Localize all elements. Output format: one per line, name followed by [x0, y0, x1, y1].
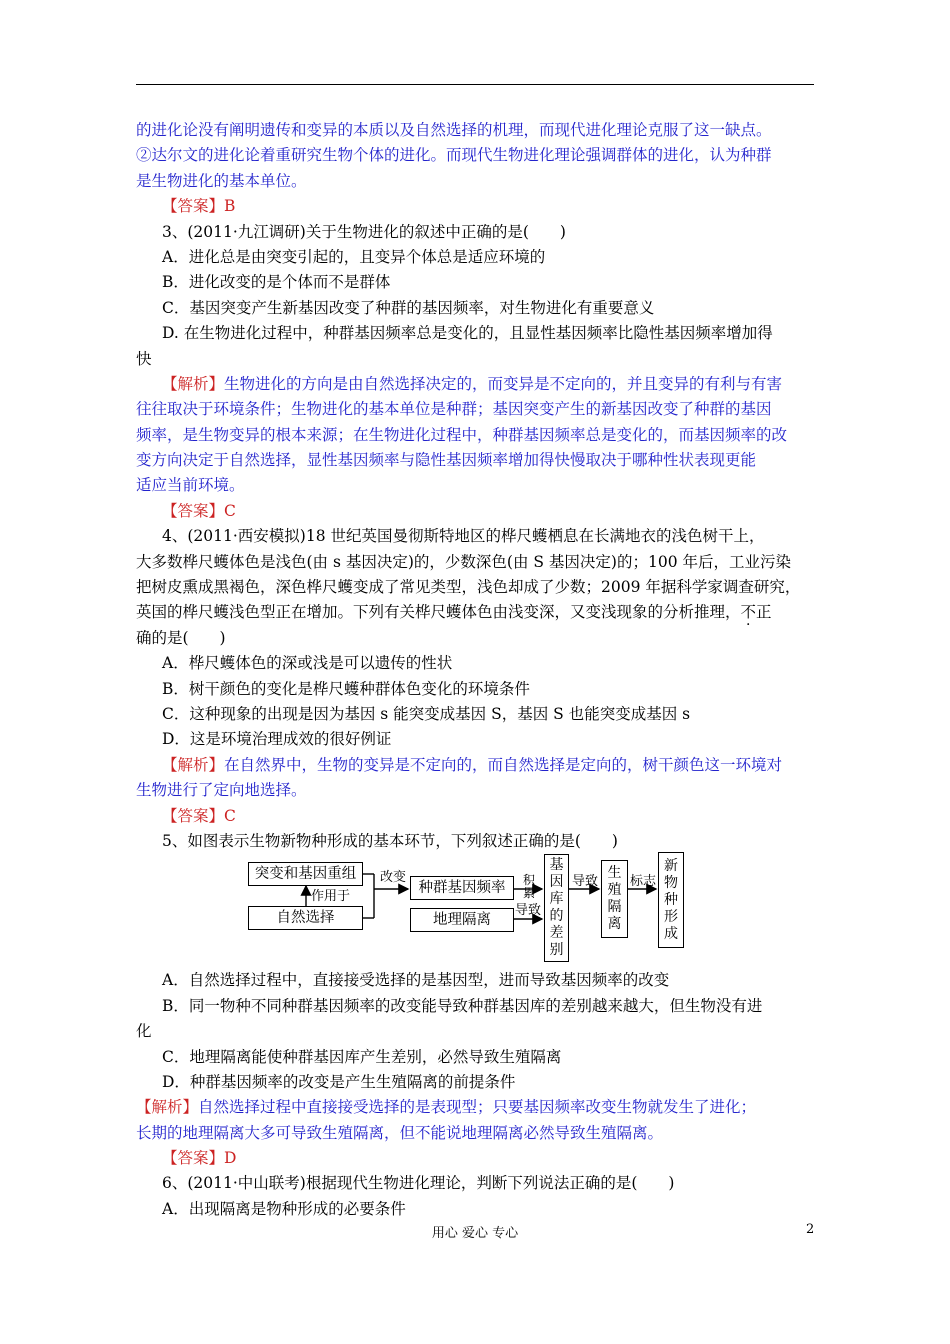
q4-option-a: A．桦尺蠖体色的深或浅是可以遗传的性状	[162, 654, 453, 673]
q3-analysis-line: 频率，是生物变异的根本来源；在生物进化过程中，种群基因频率总是变化的，而基因频率的改	[136, 425, 788, 444]
q6-stem: 6、(2011·中山联考)根据现代生物进化理论，判断下列说法正确的是( )	[162, 1174, 675, 1193]
q3-option-c: C．基因突变产生新基因改变了种群的基因频率，对生物进化有重要意义	[162, 298, 655, 317]
q5-option-b-cont: 化	[136, 1022, 152, 1041]
q3-option-b: B．进化改变的是个体而不是群体	[162, 273, 391, 292]
speciation-diagram	[136, 856, 816, 964]
q4-option-b: B．树干颜色的变化是桦尺蠖种群体色变化的环境条件	[162, 679, 530, 698]
box-mutation-recombination: 突变和基因重组	[248, 862, 363, 886]
document-body	[136, 118, 816, 1222]
q3-option-d: D. 在生物进化过程中，种群基因频率总是变化的，且显性基因频率比隐性基因频率增加得	[162, 324, 773, 343]
q5-option-c: C．地理隔离能使种群基因库产生差别，必然导致生殖隔离	[162, 1047, 562, 1066]
q4-answer: 【答案】C	[162, 806, 236, 825]
label-change: 改变	[380, 870, 407, 886]
q4-analysis-line: 生物进行了定向地选择。	[136, 781, 307, 800]
q5-option-a: A．自然选择过程中，直接接受选择的是基因型，进而导致基因频率的改变	[162, 971, 670, 990]
q5-answer: 【答案】D	[162, 1149, 237, 1168]
q6-option-a: A．出现隔离是物种形成的必要条件	[162, 1199, 406, 1218]
label-accumulate: 积累	[522, 873, 535, 901]
q3-analysis-line: 往往取决于环境条件；生物进化的基本单位是种群；基因突变产生的新基因改变了种群的基因	[136, 400, 772, 419]
label-acts-on: 作用于	[311, 889, 351, 905]
box-reproductive-isolation: 生 殖 隔 离	[601, 860, 628, 938]
box-gene-frequency: 种群基因频率	[410, 876, 514, 900]
q4-stem-line: 大多数桦尺蠖体色是浅色(由 s 基因决定)的，少数深色(由 S 基因决定)的；100 年后，工业污染	[136, 552, 791, 571]
header-rule	[136, 84, 814, 85]
q4-stem-last: 确的是( )	[136, 628, 226, 647]
q3-option-a: A．进化总是由突变引起的，且变异个体总是适应环境的	[162, 247, 546, 266]
intro-line: ②达尔文的进化论着重研究生物个体的进化。而现代生物进化理论强调群体的进化，认为种群	[136, 146, 772, 165]
box-gene-pool-difference: 基 因 库 的 差 别	[544, 854, 569, 962]
q4-analysis: 【解析】在自然界中，生物的变异是不定向的，而自然选择是定向的，树干颜色这一环境对	[162, 755, 783, 774]
box-new-species: 新 物 种 形 成	[658, 852, 684, 948]
box-geographic-isolation: 地理隔离	[410, 908, 514, 932]
q5-option-d: D．种群基因频率的改变是产生生殖隔离的前提条件	[162, 1072, 516, 1091]
q4-option-c: C．这种现象的出现是因为基因 s 能突变成基因 S，基因 S 也能突变成基因 s	[162, 704, 691, 723]
q5-option-b: B．同一物种不同种群基因频率的改变能导致种群基因库的差别越来越大，但生物没有进	[162, 996, 763, 1015]
q5-analysis: 【解析】自然选择过程中直接接受选择的是表现型；只要基因频率改变生物就发生了进化；	[136, 1098, 757, 1117]
q4-stem-line: 把树皮熏成黑褐色，深色桦尺蠖变成了常见类型，浅色却成了少数；2009 年据科学家调查研究，	[136, 578, 801, 597]
q3-option-d-cont: 快	[136, 349, 152, 368]
q5-analysis-line: 长期的地理隔离大多可导致生殖隔离，但不能说地理隔离必然导致生殖隔离。	[136, 1123, 664, 1142]
q3-stem: 3、(2011·九江调研)关于生物进化的叙述中正确的是( )	[162, 222, 566, 241]
q3-analysis-line: 适应当前环境。	[136, 476, 245, 495]
page-number: 2	[806, 1222, 815, 1237]
q4-option-d: D．这是环境治理成效的很好例证	[162, 730, 392, 749]
q2-answer: 【答案】B	[162, 197, 236, 216]
q3-analysis: 【解析】生物进化的方向是由自然选择决定的，而变异是不定向的，并且变异的有利与有害	[162, 374, 783, 393]
intro-line: 的进化论没有阐明遗传和变异的本质以及自然选择的机理，而现代进化理论克服了这一缺点。	[136, 121, 772, 139]
intro-line: 是生物进化的基本单位。	[136, 171, 307, 190]
label-marks: 标志	[630, 874, 657, 890]
box-natural-selection: 自然选择	[248, 906, 363, 930]
q3-analysis-line: 变方向决定于自然选择，显性基因频率与隐性基因频率增加得快慢取决于哪种性状表现更能	[136, 451, 757, 470]
q3-answer: 【答案】C	[162, 501, 236, 520]
q4-stem: 4、(2011·西安模拟)18 世纪英国曼彻斯特地区的桦尺蠖栖息在长满地衣的浅色树干上，	[162, 527, 765, 546]
footer-motto: 用心 爱心 专心	[431, 1226, 519, 1241]
q5-stem: 5、如图表示生物新物种形成的基本环节，下列叙述正确的是( )	[162, 831, 618, 850]
q4-stem-line: 英国的桦尺蠖浅色型正在增加。下列有关桦尺蠖体色由浅变深，又变浅现象的分析推理，不正	[136, 603, 772, 622]
label-lead-to-2: 导致	[572, 874, 599, 890]
label-lead-to-1: 导致	[515, 903, 542, 919]
